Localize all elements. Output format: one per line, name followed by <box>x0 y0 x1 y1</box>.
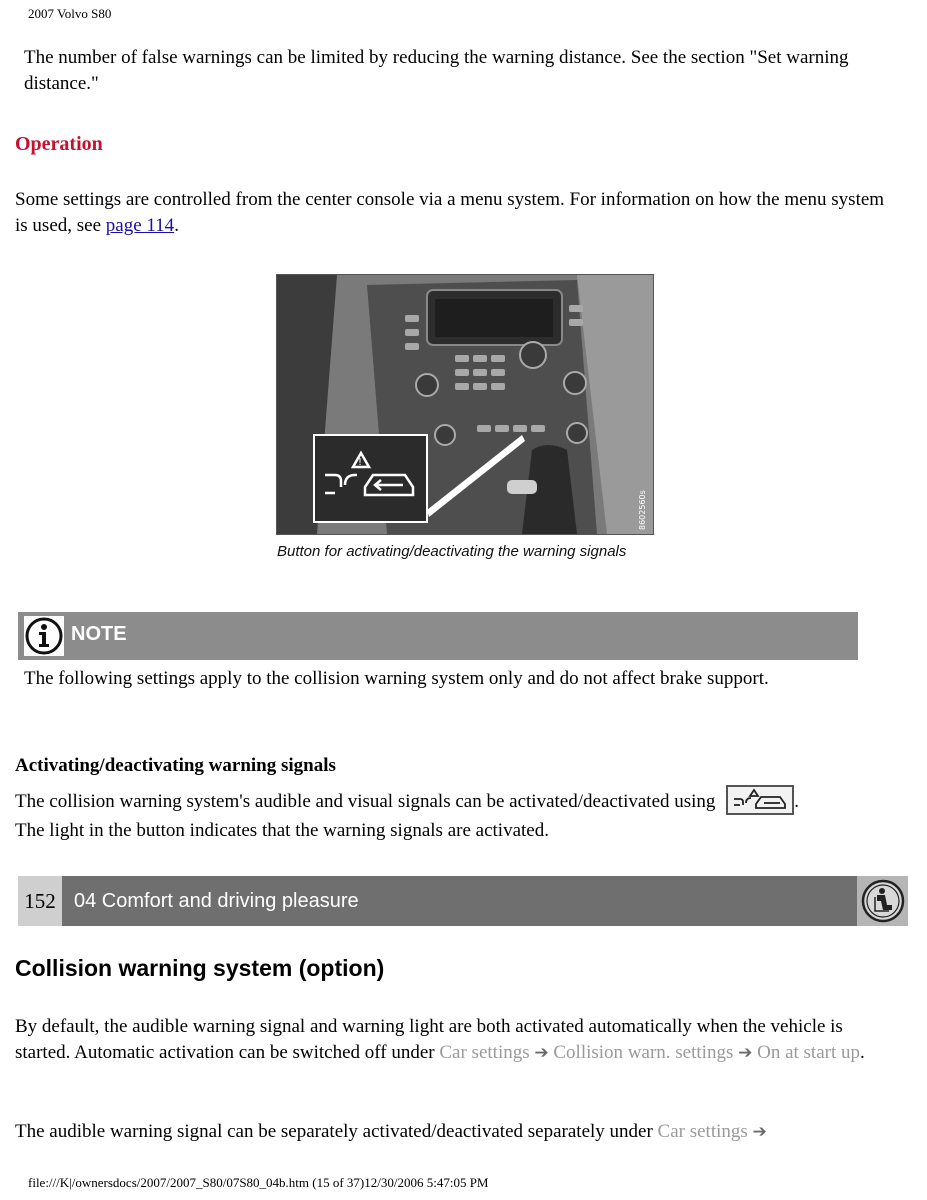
page-number: 152 <box>18 876 62 926</box>
activating-paragraph-2: The light in the button indicates that the warning signals are activated. <box>15 820 549 841</box>
note-bar <box>18 612 858 660</box>
operation-text-end: . <box>174 215 179 236</box>
note-text: The following settings apply to the collision warning system only and do not affect brake support. <box>24 668 769 689</box>
intro-paragraph: The number of false warnings can be limited by reducing the warning distance. See the section "Set warning distance." <box>24 47 849 94</box>
console-drawing <box>277 275 653 534</box>
figure-caption: Button for activating/deactivating the warning signals <box>277 543 627 560</box>
collision-warning-button-icon <box>726 785 794 815</box>
svg-text:!: ! <box>357 457 363 468</box>
collision-text-2: The audible warning signal can be separately activated/deactivated separately under <box>15 1121 658 1142</box>
collision-paragraph-2 <box>15 1119 915 1145</box>
comfort-seat-icon <box>857 876 908 926</box>
operation-paragraph <box>15 187 895 239</box>
menu-path-collision-warn-settings: Collision warn. settings <box>553 1042 734 1063</box>
activating-paragraph-1 <box>15 785 799 815</box>
operation-text: Some settings are controlled from the center console via a menu system. For information on how the menu system is used, see <box>15 189 885 236</box>
activating-text-1-end: . <box>794 791 799 812</box>
arrow-right-icon: ➔ <box>534 1043 549 1063</box>
operation-heading: Operation <box>15 133 103 155</box>
file-path-footer: file:///K|/ownersdocs/2007/2007_S80/07S80_04b.htm (15 of 37)12/30/2006 5:47:05 PM <box>28 1175 489 1190</box>
collision-text-1-end: . <box>860 1042 865 1063</box>
info-icon <box>24 616 64 656</box>
arrow-right-icon: ➔ <box>752 1122 767 1142</box>
chapter-title: 04 Comfort and driving pleasure <box>74 890 359 912</box>
collision-heading: Collision warning system (option) <box>15 955 385 981</box>
page-114-link[interactable]: page 114 <box>105 215 175 236</box>
menu-path-car-settings: Car settings <box>657 1121 748 1142</box>
activating-heading: Activating/deactivating warning signals <box>15 755 336 776</box>
arrow-right-icon: ➔ <box>738 1043 753 1063</box>
menu-path-on-at-start-up: On at start up <box>757 1042 861 1063</box>
figure-code: 8602560s <box>638 490 647 530</box>
note-label: NOTE <box>71 623 127 645</box>
activating-text-1: The collision warning system's audible and visual signals can be activated/deactivated using <box>15 791 716 812</box>
menu-path-car-settings: Car settings <box>439 1042 530 1063</box>
document-header-title: 2007 Volvo S80 <box>28 6 112 21</box>
center-console-illustration <box>276 274 654 535</box>
collision-text-1: By default, the audible warning signal and warning light are both activated automatically when the vehicle is started. Automatic activation can be switched off under <box>15 1016 843 1063</box>
collision-paragraph-1 <box>15 1014 895 1066</box>
